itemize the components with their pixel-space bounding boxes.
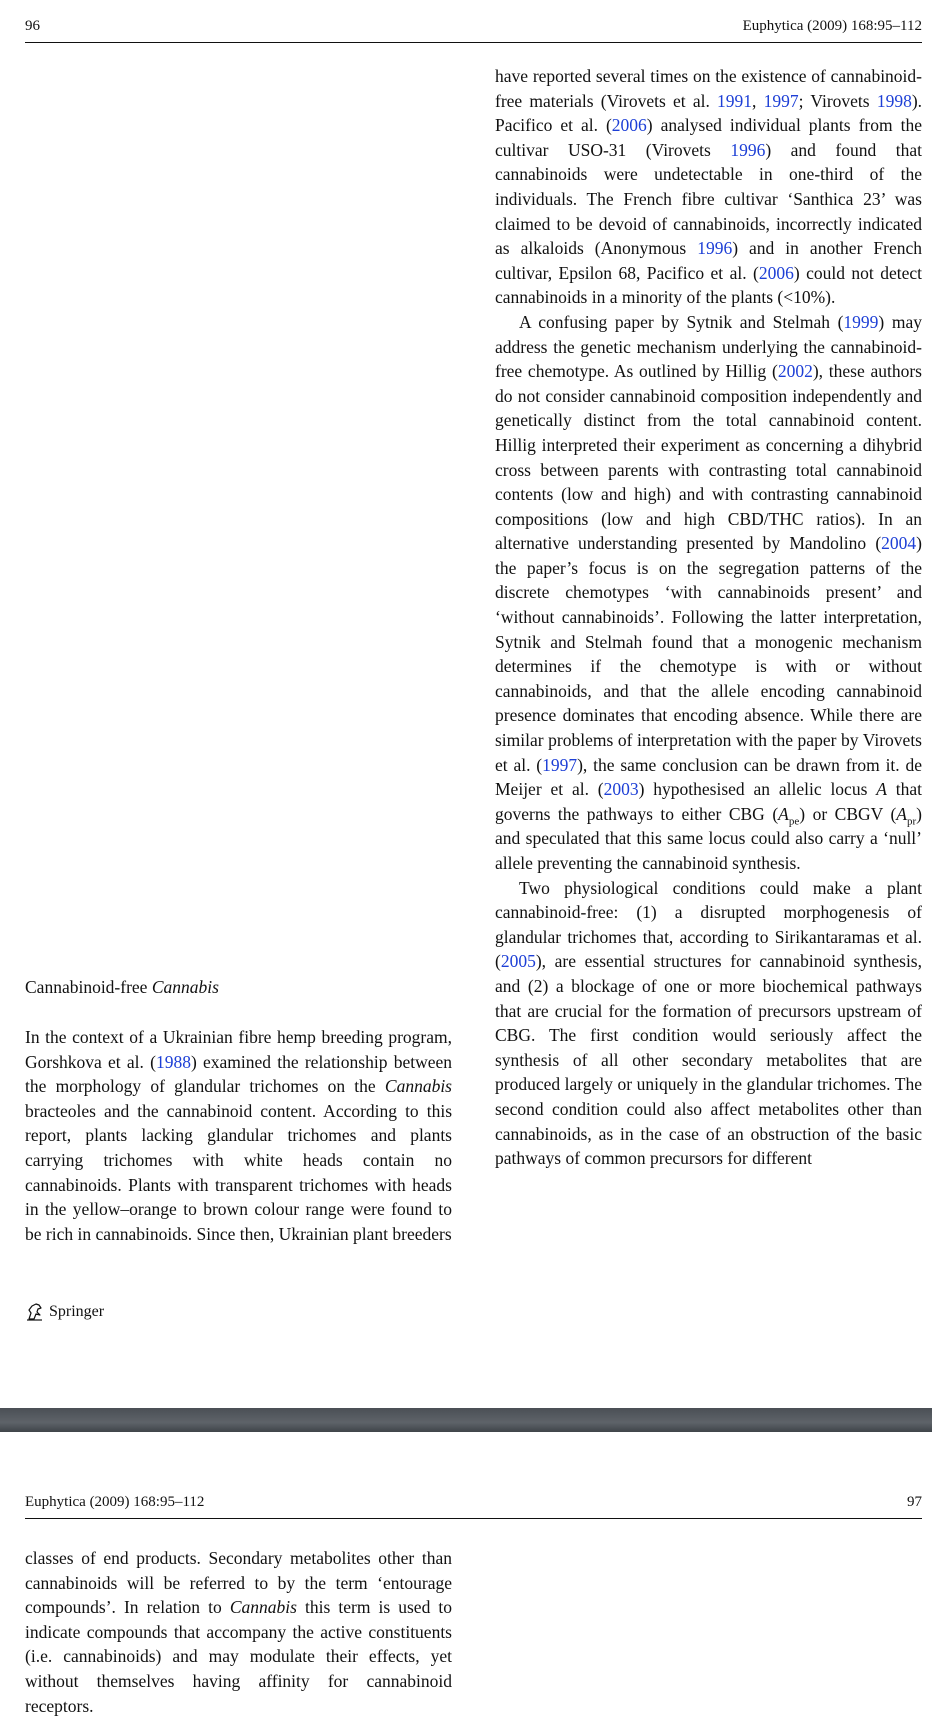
springer-horse-icon [25, 1302, 45, 1322]
right-column [495, 64, 922, 1171]
reference-link[interactable]: 1998 [876, 90, 912, 111]
publisher-name: Springer [49, 1303, 105, 1320]
left-column [25, 1546, 452, 1718]
paragraph: In the context of a Ukrainian fibre hemp breeding program, Gorshkova et al. (1988) examined the relationship between the morphology of glandular trichomes on the Cannabis bracteoles and the cannabinoid content. According to this report, plants lacking glandular trichomes and plants carrying trichomes with white heads contain no cannabinoids. Plants with transparent trichomes with heads in the yellow–orange to brown colour range were found to be rich in cannabinoids. Since then, Ukrainian plant breeders [25, 1027, 452, 1244]
left-column [25, 1025, 452, 1246]
reference-link[interactable]: 2003 [603, 779, 639, 800]
page-header [25, 1492, 922, 1516]
reference-link[interactable]: 1996 [697, 238, 733, 259]
journal-citation: Euphytica (2009) 168:95–112 [25, 1494, 205, 1510]
reference-link[interactable]: 2002 [777, 361, 813, 382]
journal-citation: Euphytica (2009) 168:95–112 [742, 18, 922, 34]
paragraph: A confusing paper by Sytnik and Stelmah (1999) may address the genetic mechanism underlying the cannabinoid-free chemotype. As outlined by Hillig (2002), these authors do not consider cannabinoid composition independently and genetically distinct from the total cannabinoid content. Hillig interpreted their experiment as concerning a dihybrid cross between parents with contrasting total cannabinoid contents (low and high) and with contrasting cannabinoid compositions (low and high CBD/THC ratios). In an alternative understanding presented by Mandolino (2004) the paper’s focus is on the segregation patterns of the discrete chemotypes ‘with cannabinoids present’ and ‘without cannabinoids’. Following the latter interpretation, Sytnik and Stelmah found that a monogenic mechanism determines if the chemotype is with or without cannabinoids, and that the allele encoding cannabinoid presence dominates that encoding absence. While there are similar problems of interpretation with the paper by Virovets et al. (1997), the same conclusion can be drawn from it. de Meijer et al. (2003) hypothesised an allelic locus A that governs the pathways to either CBG $(A_{pe})$ or CBGV $(A_{pr})$ and speculated that this same locus could also carry a ‘null’ allele preventing the cannabinoid synthesis. [495, 311, 922, 873]
publisher-logo [25, 1302, 104, 1322]
reference-link[interactable]: 2006 [611, 115, 647, 136]
reference-link[interactable]: 1997 [542, 754, 578, 775]
header-rule [25, 42, 922, 43]
reference-link[interactable]: 1997 [763, 90, 799, 111]
section-heading: Cannabinoid-free Cannabis [25, 977, 219, 997]
page-header [25, 16, 922, 40]
page-number: 97 [907, 1494, 922, 1510]
page-number: 96 [25, 18, 40, 34]
reference-link[interactable]: 1991 [717, 90, 753, 111]
reference-link[interactable]: 1988 [155, 1051, 191, 1072]
reference-link[interactable]: 2006 [758, 262, 794, 283]
page-97 [0, 1432, 932, 1726]
reference-link[interactable]: 2004 [881, 533, 917, 554]
reference-link[interactable]: 1996 [730, 139, 766, 160]
section-heading-italic: Cannabis [151, 977, 219, 997]
reference-link[interactable]: 1999 [843, 311, 879, 332]
paragraph: Two physiological conditions could make a plant cannabinoid-free: (1) a disrupted morphogenesis of glandular trichomes that, according to Sirikantaramas et al. (2005), are essential structures for cannabinoid synthesis, and (2) a blockage of one or more biochemical pathways that are crucial for the formation of precursors upstream of CBG. The first condition would seriously affect the synthesis of all other secondary metabolites that are produced largely or uniquely in the glandular trichomes. The second condition could also affect metabolites other than cannabinoids, as in the case of an obstruction of the basic pathways of common precursors for different [495, 877, 922, 1169]
paragraph: have reported several times on the existence of cannabinoid-free materials (Virovets et al. 1991, 1997; Virovets 1998). Pacifico et al. (2006) analysed individual plants from the cultivar USO-31 (Virovets 1996) and found that cannabinoids were undetectable in one-third of the individuals. The French fibre cultivar ‘Santhica 23’ was claimed to be devoid of cannabinoids, incorrectly indicated as alkaloids (Anonymous 1996) and in another French cultivar, Epsilon 68, Pacifico et al. (2006) could not detect cannabinoids in a minority of the plants (<10%). [495, 66, 923, 308]
header-rule [25, 1518, 922, 1519]
page-divider [0, 1408, 932, 1432]
reference-link[interactable]: 2005 [500, 951, 536, 972]
paragraph: classes of end products. Secondary metabolites other than cannabinoids will be referred to by the term ‘entourage compounds’. In relation to Cannabis this term is used to indicate compounds that accompany the active constituents (i.e. cannabinoids) and may modulate their effects, yet without themselves having affinity for cannabinoid receptors. [25, 1548, 453, 1716]
